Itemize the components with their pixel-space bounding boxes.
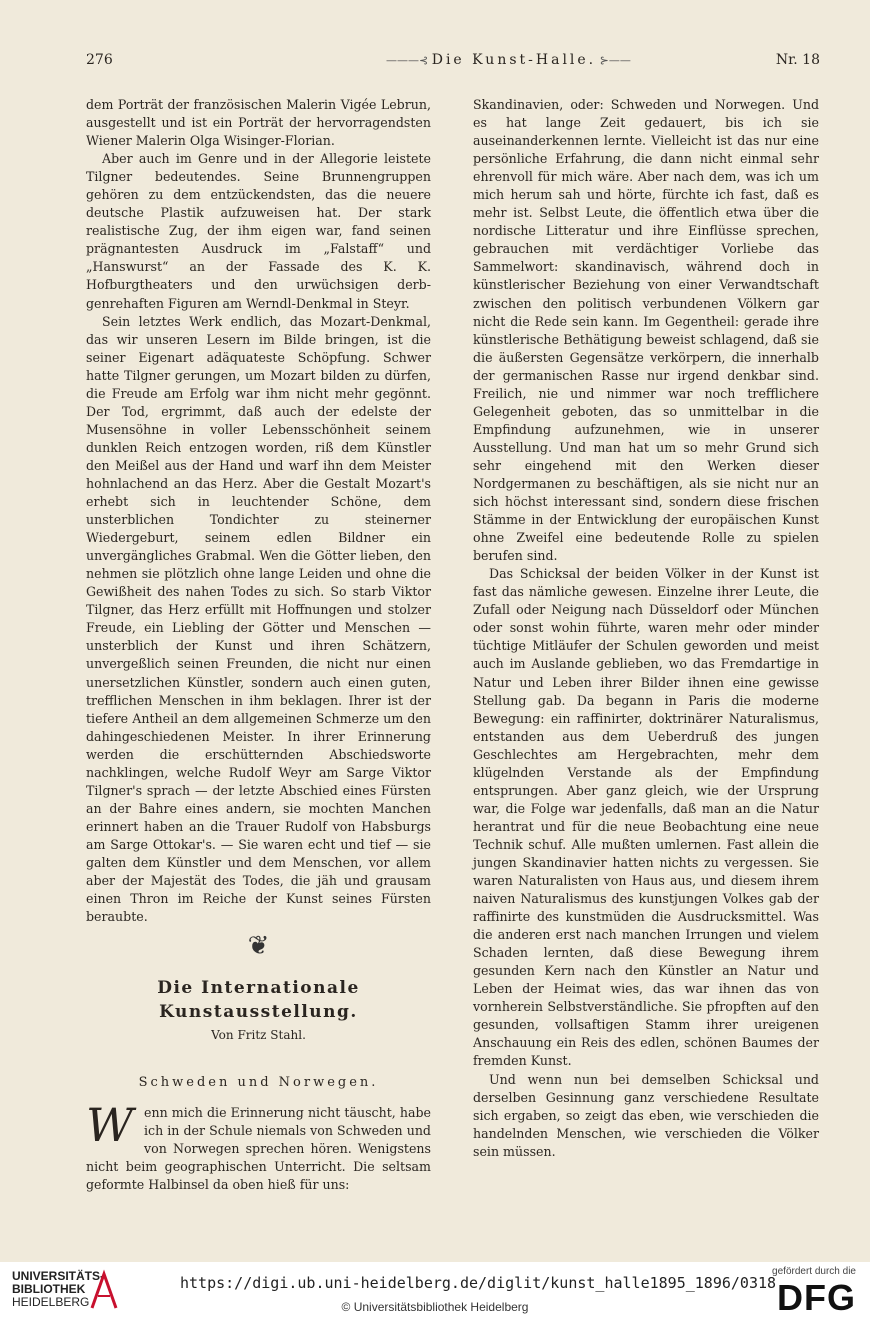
paragraph: Sein letztes Werk endlich, das Mozart-Denkmal, das wir unseren Lesern im Bilde bringen, ist die seiner Eigenart adäquateste Schöpfung. Schwer hatte Tilgner gerungen, um Mozart bilden zu dürfen, die Freude am Erfolg war ihm nicht mehr gegönnt. Der Tod, ergrimmt, daß auch der edelste der Musensöhne in voller Lebensschönheit seinem dunklen Reich entzogen worden, riß dem Künstler den Meißel aus der Hand und warf ihn dem Meister hohnlachend an das Herz. Aber die Gestalt Mozart's erhebt sich in leuchtender Schöne, dem unsterblichen Tondichter zu steinerner Wiedergeburt, seinem edlen Bildner ein unvergängliches Grabmal. Wen die Götter lieben, den nehmen sie plötzlich ohne lange Leiden und ohne die Gewißheit des nahen Todes zu sich. So starb Viktor Tilgner, das Herz erfüllt mit Hoffnungen und stolzer Freude, ein Liebling der Götter und Menschen — unsterblich der Kunst und ihren Schätzern, unvergeßlich seinen Freunden, die nicht nur einen unersetzlichen Künstler, sondern auch einen guten, trefflichen Menschen in ihm beklagen. Ihrer ist der tiefere Antheil an dem allgemeinen Schmerze um den dahingeschiedenen Meister. In ihrer Erinnerung werden die erschütternden Abschiedsworte nachklingen, welche Rudolf Weyr am Sarge Viktor Tilgner's sprach — der letzte Abschied eines Fürsten an der Bahre eines andern, sie mochten Manchen erinnert haben an die Trauer Rudolf von Habsburgs am Sarge Ottokar's. — Sie waren echt und tief — sie galten dem Künstler und dem Menschen, vor allem aber der Majestät des Todes, die jäh und grausam einen Thron im Reiche der Kunst seines Fürsten beraubte. [86, 313, 431, 925]
dfg-logo[interactable]: DFG [777, 1277, 856, 1318]
dfg-caption: gefördert durch die [772, 1266, 856, 1277]
journal-title-text: Die Kunst-Halle. [431, 52, 597, 68]
copyright-notice: © Universitätsbibliothek Heidelberg [341, 1300, 529, 1314]
intro-text: enn mich die Erinnerung nicht täuscht, habe ich in der Schule niemals von Schweden und von Norwegen sprechen hören. Wenigstens nicht beim geographischen Unterricht. Die seltsam geformte Halbinsel da oben hieß für uns: [86, 1105, 431, 1193]
footer-bar [0, 1262, 870, 1322]
article-author: Von Fritz Stahl. [211, 1028, 306, 1043]
journal-title [386, 52, 631, 68]
right-ornament-icon: ⊱—— [596, 54, 631, 67]
library-line2: BIBLIOTHEK [12, 1282, 86, 1296]
article-title: Die Internationale Kunstausstellung. [157, 978, 360, 1023]
paragraph: Skandinavien, oder: Schweden und Norwegen. Und es hat lange Zeit gedauert, bis ich sie auseinanderkennen lernte. Vielleicht ist das nur eine persönliche Erfahrung, die dann nicht einmal sehr ehrenvoll für mich wäre. Aber nach dem, was ich um mich herum sah und hörte, fürchte ich fast, daß es mehr ist. Selbst Leute, die öffentlich etwa über die nordische Litteratur und ihre Einflüsse sprechen, gebrauchen mit verdächtiger Vorliebe das Sammelwort: skandinavisch, während doch in künstlerischer Beziehung von einer Verwandtschaft zwischen den politisch verbundenen Völkern gar nicht die Rede sein kann. Im Gegentheil: gerade ihre künstlerische Bethätigung beweist schlagend, daß sie die äußersten Gegensätze verkörpern, die innerhalb der germanischen Rasse nur irgend denkbar sind. Freilich, nie und nimmer war noch trefflichere Gelegenheit geboten, das so unmittelbar in die Empfindung aufzunehmen, wie in unserer Ausstellung. Und man hat um so mehr Grund sich sehr eingehend mit den Werken dieser Nordgermanen zu beschäftigen, als sie nicht nur an sich höchst interessant sind, sondern diese frischen Stämme in der Entwicklung der europäischen Kunst ohne Zweifel eine bedeutende Rolle zu spielen berufen sind. [473, 97, 819, 564]
issue-number: Nr. 18 [775, 52, 820, 68]
running-header [86, 52, 820, 76]
paragraph: Aber auch im Genre und in der Allegorie leistete Tilgner bedeutendes. Seine Brunnengruppen gehören zu dem entzückendsten, das die neuere deutsche Plastik aufzuweisen hat. Der stark realistische Zug, der ihm eigen war, fand seinen prägnantesten Ausdruck im „Falstaff“ und „Hanswurst“ an der Fassade des K. K. Hofburgtheaters und den urwüchsigen derb-genrehaften Figuren am Werndl-Denkmal in Steyr. [86, 151, 431, 311]
section-heading: Schweden und Norwegen. [138, 1075, 379, 1091]
paragraph: dem Porträt der französischen Malerin Vigée Lebrun, ausgestellt und ist ein Porträt der hervorragendsten Wiener Malerin Olga Wisinger-Florian. [86, 97, 431, 149]
library-line1: UNIVERSITÄTS- [12, 1269, 105, 1283]
left-ornament-icon: ———⊰ [386, 54, 432, 67]
vine-ornament-icon: ❦ [247, 931, 270, 962]
page-number: 276 [86, 52, 113, 68]
intro-paragraph [86, 1098, 431, 1194]
left-column [86, 96, 431, 1194]
permalink-url[interactable]: https://digi.ub.uni-heidelberg.de/diglit/kunst_halle1895_1896/0318 [180, 1274, 777, 1292]
paragraph: Das Schicksal der beiden Völker in der Kunst ist fast das nämliche gewesen. Einzelne ihrer Leute, die Zufall oder Neigung nach Düsseldorf oder München oder sonst wohin führte, waren mehr oder minder tüchtige Mitläufer der Schulen geworden und meist auch im Auslande geblieben, wo das Fremdartige in Natur und Leben ihrer Bilder ihnen eine gewisse Stellung gab. Da begann in Paris die moderne Bewegung: ein raffinirter, doktrinärer Naturalismus, entstanden aus dem Ueberdruß des jungen Geschlechtes am Hergebrachten, mehr dem klügelnden Verstande als der Empfindung entsprungen. Aber ganz gleich, wie der Ursprung war, die Folge war jedenfalls, daß man an die Natur herantrat und für die neue Beobachtung eine neue Technik schuf. Alle mußten umlernen. Fast allein die jungen Skandinavier hatten nichts zu vergessen. Sie waren Naturalisten von Haus aus, und diesem ihrem naiven Naturalismus des kunstjungen Volkes gab der raffinirte des kunstmüden die Ausdrucksmittel. Was die anderen erst nach manchen Irrungen und vielem Schaden lernten, daß diese Bewegung ihrem gesunden Kern nach den Künstler an Natur und Leben der Heimat wies, das war ihnen das von vornherein Selbstverständliche. Sie pfropften auf den gesunden, vollsaftigen Stamm ihrer ureigenen Anschauung ein Reis des edlen, schönen Baumes der fremden Kunst. [473, 566, 819, 1069]
drop-cap: W [86, 1098, 134, 1153]
library-line3: HEIDELBERG [12, 1295, 90, 1309]
paragraph: Und wenn nun bei demselben Schicksal und derselben Gesinnung ganz verschiedene Resultate sich ergaben, so zeigt das eben, wie verschieden die handelnden Menschen, wie verschieden die Völker sein müssen. [473, 1071, 819, 1159]
right-column [473, 96, 819, 1161]
